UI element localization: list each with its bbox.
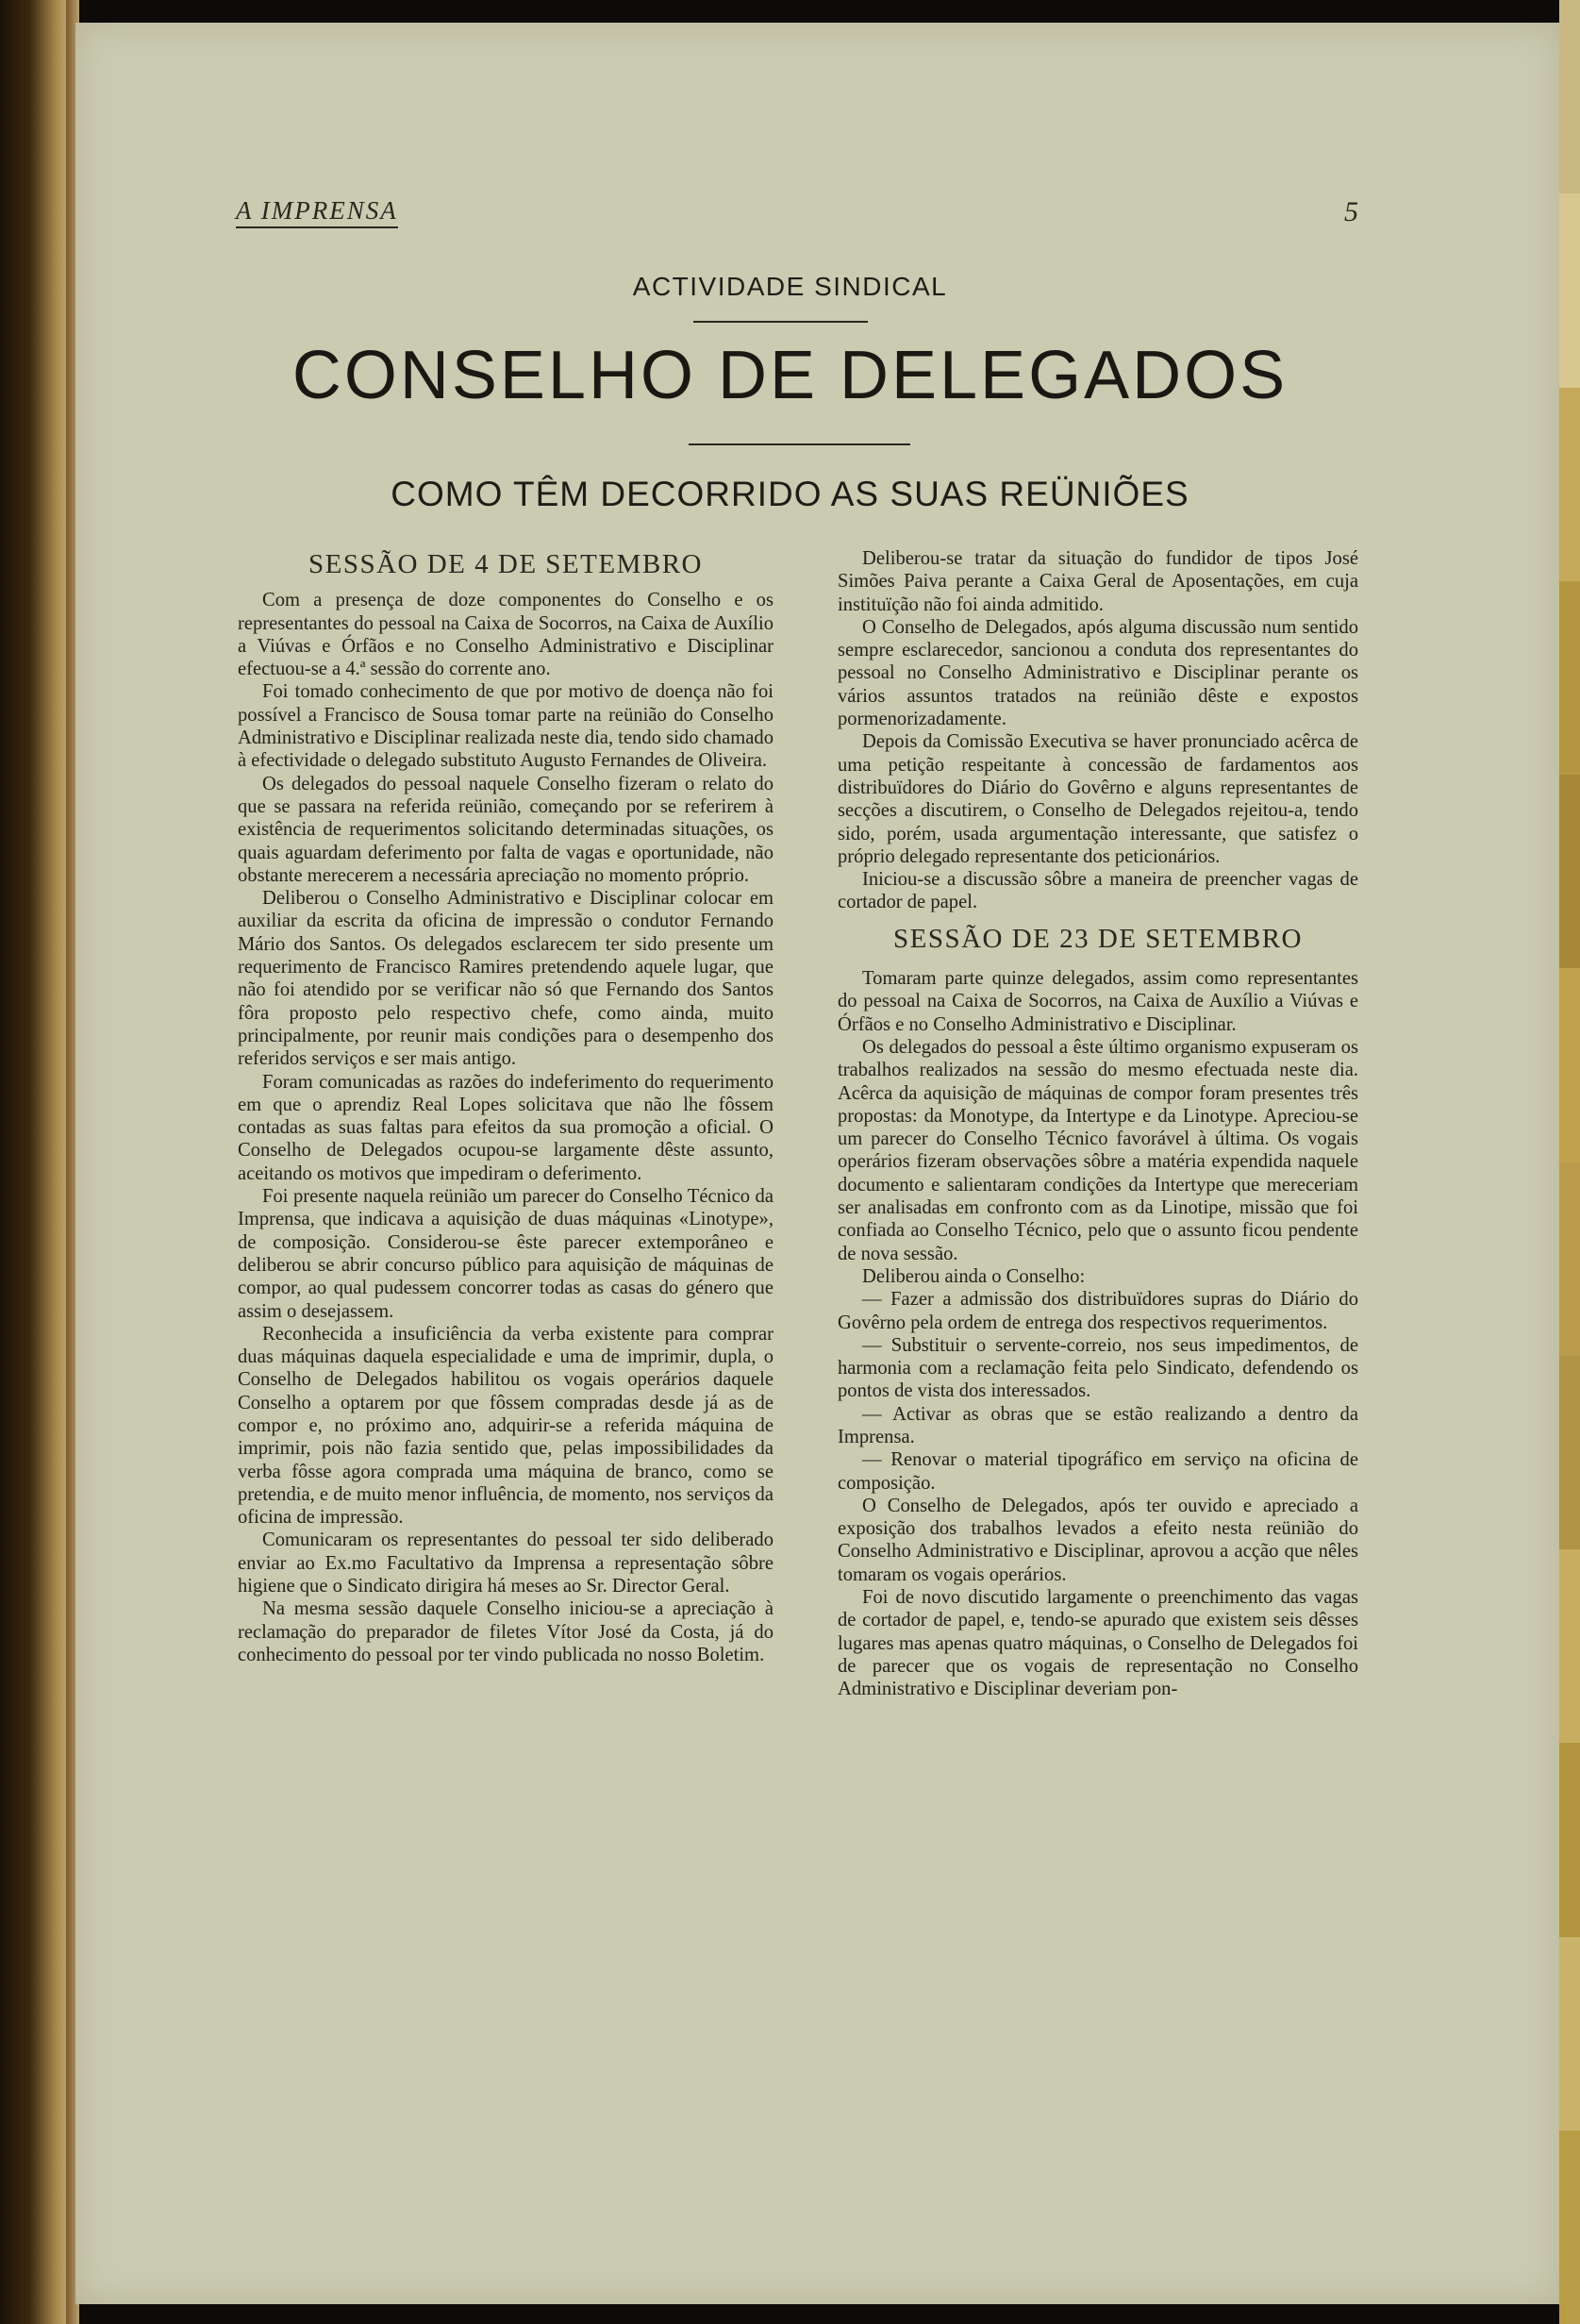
running-header — [236, 196, 1358, 234]
paragraph: Foi presente naquela reünião um parecer do Conselho Técnico da Imprensa, que indicava a aquisição de duas máquinas «Linotype», de composição. Considerou-se êste parecer extemporâneo e deliberou se abrir concurso público para aquisição de máquinas de compor, ao qual pudessem concorrer todas as casas do género que assim o desejassem. — [238, 1186, 773, 1322]
paragraph: Deliberou o Conselho Administrativo e Disciplinar colocar em auxiliar da escrita da oficina de impressão o condutor Fernando Mário dos Santos. Os delegados esclarecem ter sido presente um requerimento de Francisco Ramires pretendendo aquele lugar, que não foi atendido por se verificar não só que Fernando dos Santos fôra proposto pelo respectivo chefe, como ainda, muito principalmente, por reunir mais condições para o desempenho dos referidos serviços e ser mais antigo. — [238, 888, 773, 1070]
section-label: ACTIVIDADE SINDICAL — [632, 272, 948, 301]
paragraph: — Substituir o servente-correio, nos seus impedimentos, de harmonia com a reclamação feita pelo Sindicato, defendendo os pontos de vista dos interessados. — [838, 1334, 1358, 1402]
title-rule-bottom — [689, 443, 910, 445]
left-column — [238, 547, 773, 1666]
paragraph: O Conselho de Delegados, após ter ouvido e apreciado a exposição dos trabalhos levados a efeito nesta reünião do Conselho Administrativo e Disciplinar, aprovou a acção que nêles tomaram os vogais operários. — [838, 1495, 1358, 1585]
paragraph: Tomaram parte quinze delegados, assim como representantes do pessoal na Caixa de Socorros, na Caixa de Auxílio a Viúvas e Órfãos e no Conselho Administrativo e Disciplinar. — [838, 968, 1358, 1035]
paragraph: — Renovar o material tipográfico em serviço na oficina de composição. — [838, 1449, 1358, 1494]
paragraph: Depois da Comissão Executiva se haver pronunciado acêrca de uma petição respeitante à concessão de fardamentos aos distribuïdores do Diário do Govêrno e alguns representantes de secções a discutirem, o Conselho de Delegados rejeitou-a, tendo sido, porém, usada argumentação interessante, que satisfez o próprio delegado representante dos peticionários. — [838, 731, 1358, 867]
paragraph: Foi de novo discutido largamente o preenchimento das vagas de cortador de papel, e, tendo-se apurado que existem seis dêsses lugares mas apenas quatro máquinas, o Conselho de Delegados foi de parecer que os vogais de representação no Conselho Administrativo e Disciplinar deveriam pon- — [838, 1587, 1358, 1700]
paragraph: Reconhecida a insuficiência da verba existente para comprar duas máquinas daquela especialidade e uma de imprimir, dupla, o Conselho de Delegados habilitou os vogais operários daquele Conselho a optarem por que fôssem compradas desde já as de compor e, no próximo ano, adquirir-se a referida máquina de imprimir, pois não fazia sentido que, pelas impossibilidades da verba fôsse agora comprada uma máquina de branco, como se pretendia, e de muito menor influência, de momento, nos serviços da oficina de impressão. — [238, 1323, 773, 1529]
page-number: 5 — [1344, 196, 1358, 227]
paragraph: Iniciou-se a discussão sôbre a maneira de preencher vagas de cortador de papel. — [838, 869, 1358, 913]
article-title: CONSELHO DE DELEGADOS — [291, 338, 1289, 413]
session-heading-4-setembro: SESSÃO DE 4 DE SETEMBRO — [308, 549, 703, 579]
right-column — [838, 547, 1358, 1701]
paragraph: — Fazer a admissão dos distribuïdores supras do Diário do Govêrno pela ordem de entrega dos respectivos requerimentos. — [838, 1289, 1358, 1333]
title-rule-top — [693, 321, 868, 323]
paragraph: Deliberou-se tratar da situação do fundidor de tipos José Simões Paiva perante a Caixa Geral de Aposentações, em cuja instituïção não foi ainda admitido. — [838, 548, 1358, 615]
paragraph: — Activar as obras que se estão realizando a dentro da Imprensa. — [838, 1403, 1358, 1447]
paragraph: Foram comunicadas as razões do indeferimento do requerimento em que o aprendiz Real Lopes solicitava que não lhe fôssem contadas as suas faltas para efeitos da sua promoção a oficial. O Conselho de Delegados ocupou-se largamente dêste assunto, aceitando os motivos que impediram o deferimento. — [238, 1071, 773, 1184]
paragraph: Os delegados do pessoal naquele Conselho fizeram o relato do que se passara na referida reünião, começando por se referirem à existência de requerimentos solicitando determinadas situações, os quais aguardam deferimento por falta de vagas e oportunidade, não obstante merecerem a necessária apreciação no momento próprio. — [238, 773, 773, 886]
session-heading-23-setembro: SESSÃO DE 23 DE SETEMBRO — [893, 923, 1303, 954]
paragraph: Deliberou ainda o Conselho: — [862, 1265, 1086, 1287]
article-subtitle: COMO TÊM DECORRIDO AS SUAS REÜNIÕES — [391, 475, 1189, 513]
paragraph: Com a presença de doze componentes do Conselho e os representantes do pessoal na Caixa de Socorros, na Caixa de Auxílio a Viúvas e Órfãos e no Conselho Administrativo e Disciplinar efectuou-se a 4.ª sessão do corrente ano. — [238, 590, 773, 680]
paragraph: Foi tomado conhecimento de que por motivo de doença não foi possível a Francisco de Sousa tomar parte na reünião do Conselho Administrativo e Disciplinar realizada neste dia, tendo sido chamado à efectividade o delegado substituto Augusto Fernandes de Oliveira. — [238, 681, 773, 772]
publication-title: A IMPRENSA — [236, 196, 398, 228]
paragraph: O Conselho de Delegados, após alguma discussão num sentido sempre esclarecedor, sancionou a conduta dos representantes do pessoal no Conselho Administrativo e Disciplinar perante os vários assuntos tratados na reünião dêste e expostos pormenorizadamente. — [838, 616, 1358, 730]
paragraph: Os delegados do pessoal a êste último organismo expuseram os trabalhos realizados na sessão do mesmo efectuada neste dia. Acêrca da aquisição de máquinas de compor foram presentes três propostas: da Monotype, da Intertype e da Linotype. Apreciou-se um parecer do Conselho Técnico favorável à última. Os vogais operários fizeram observações sôbre a matéria expendida naquele documento e salientaram condições da Intertype que mereceriam ser analisadas em confronto com as da Linotipe, missão que foi confiada ao Conselho Técnico, pelo que o assunto ficou pendente de nova sessão. — [838, 1036, 1358, 1264]
paragraph: Na mesma sessão daquele Conselho iniciou-se a apreciação à reclamação do preparador de filetes Vítor José da Costa, já do conhecimento do pessoal por ter vindo publicada no nosso Boletim. — [238, 1598, 773, 1665]
paragraph: Comunicaram os representantes do pessoal ter sido deliberado enviar ao Ex.mo Facultativo da Imprensa a representação sôbre higiene que o Sindicato dirigira há meses ao Sr. Director Geral. — [238, 1530, 773, 1597]
